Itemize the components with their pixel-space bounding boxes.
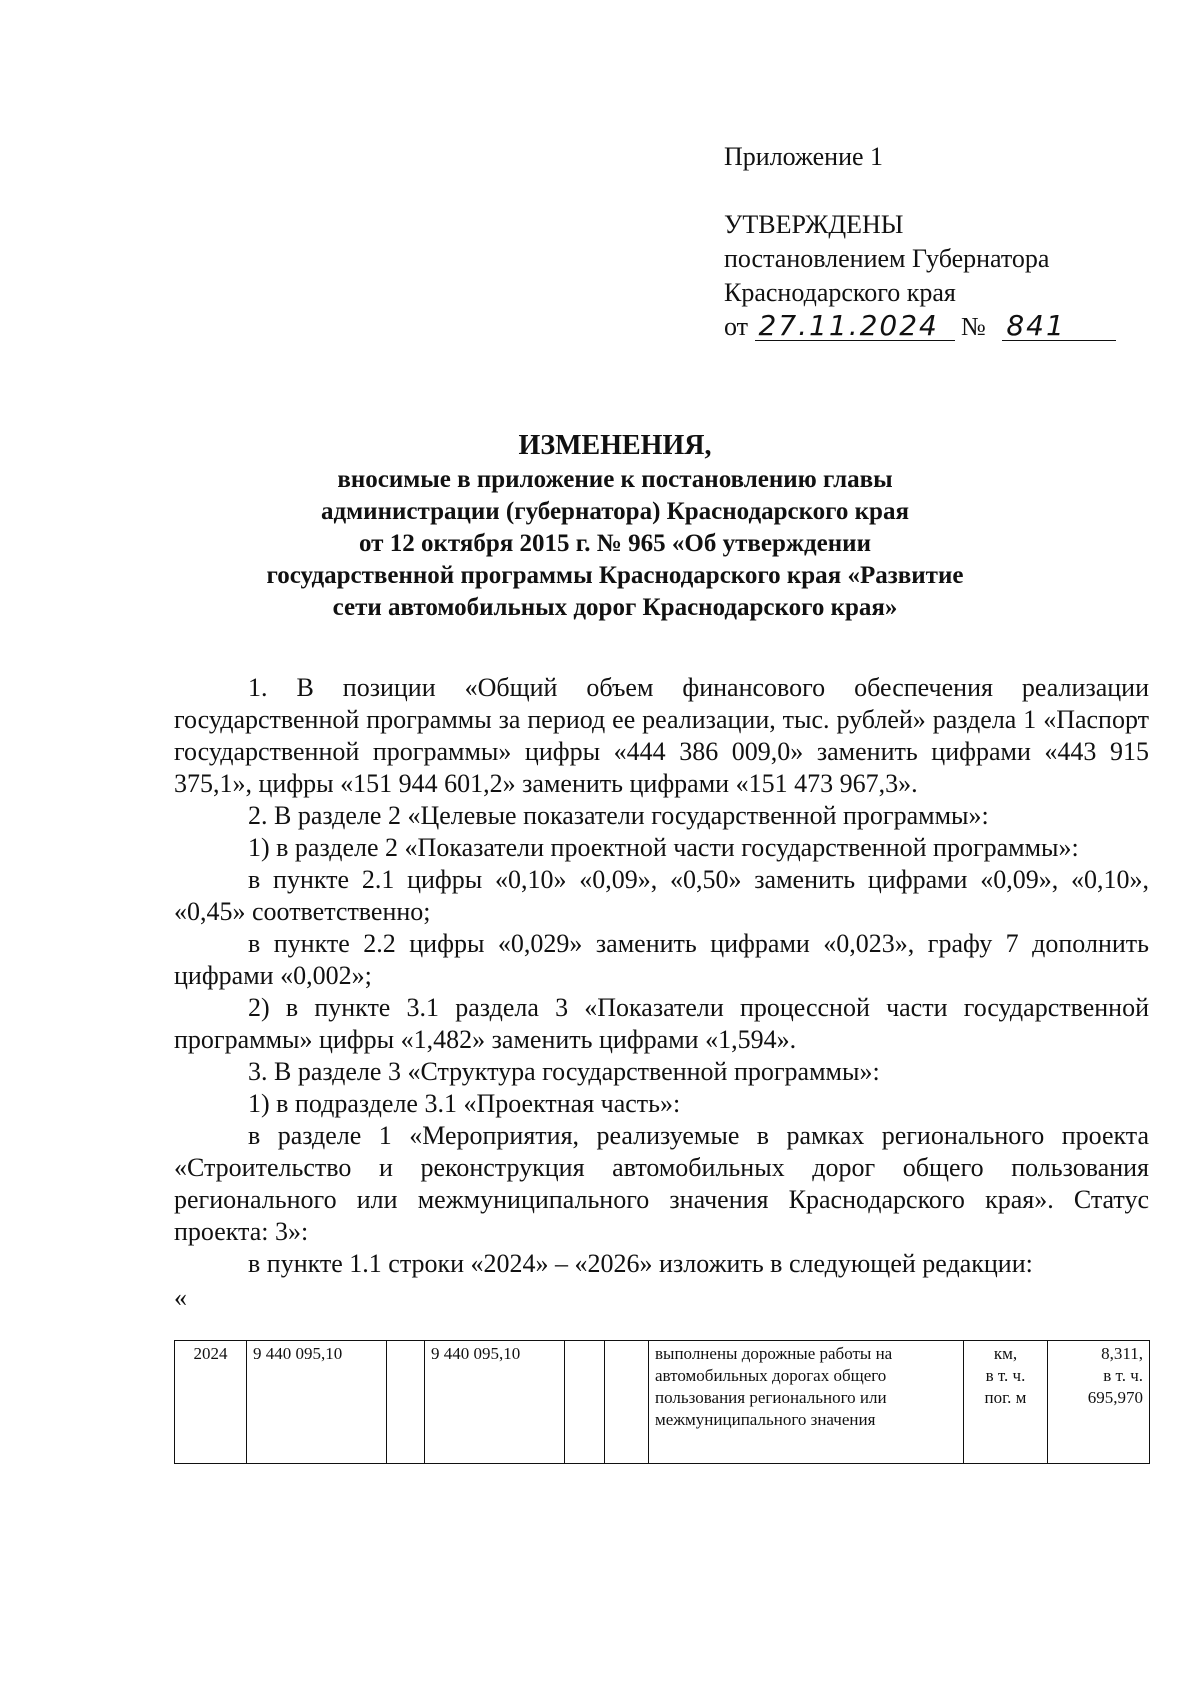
cell-unit [964, 1341, 1048, 1464]
from-label: от [724, 312, 749, 341]
paragraph-5: в пункте 2.2 цифры «0,029» заменить цифрами «0,023», графу 7 дополнить цифрами «0,002»; [174, 929, 1149, 990]
paragraph-10: в пункте 1.1 строки «2024» – «2026» изложить в следующей редакции: [248, 1249, 1033, 1278]
heading-line: сети автомобильных дорог Краснодарского края» [332, 594, 898, 621]
document-body [174, 672, 1149, 1314]
paragraph-1: 1. В позиции «Общий объем финансового обеспечения реализации государственной программы за период ее реализации, тыс. рублей» раздела 1 «Паспорт государственной программы» цифры «444 386 009,0» заменить цифрами «443 915 375,1», цифры «151 944 601,2» заменить цифрами «151 473 967,3». [174, 673, 1149, 798]
cell-empty [387, 1341, 425, 1464]
appendix-label: Приложение 1 [724, 142, 884, 171]
table-row [175, 1341, 1150, 1464]
cell-year: 2024 [175, 1341, 247, 1464]
cell-regional-funding: 9 440 095,10 [425, 1341, 565, 1464]
unit-line: км, [993, 1344, 1018, 1363]
paragraph-2: 2. В разделе 2 «Целевые показатели государственной программы»: [248, 801, 989, 830]
paragraph-8: 1) в подразделе 3.1 «Проектная часть»: [248, 1089, 681, 1118]
approved-label: УТВЕРЖДЕНЫ [724, 210, 904, 239]
unit-line: в т. ч. [985, 1366, 1026, 1385]
quote-open-mark: « [174, 1283, 187, 1312]
amendment-table [174, 1340, 1150, 1464]
heading-title: ИЗМЕНЕНИЯ, [518, 430, 712, 461]
approved-by-line-2: Краснодарского края [724, 278, 956, 307]
heading-line: от 12 октября 2015 г. № 965 «Об утверждении [359, 530, 871, 557]
heading-line: администрации (губернатора) Краснодарского края [321, 498, 909, 525]
paragraph-4: в пункте 2.1 цифры «0,10» «0,09», «0,50» заменить цифрами «0,09», «0,10», «0,45» соответственно; [174, 865, 1149, 926]
approved-by-line-1: постановлением Губернатора [724, 244, 1050, 273]
value-line: 695,970 [1087, 1388, 1143, 1407]
spacer [724, 174, 1116, 208]
heading-line: государственной программы Краснодарского края «Развитие [266, 562, 964, 589]
cell-result-description: выполнены дорожные работы на автомобильных дорогах общего пользования регионального или межмуниципального значения [649, 1341, 964, 1464]
approval-date: 27.11.2024 [755, 312, 955, 341]
unit-line: пог. м [984, 1388, 1027, 1407]
approval-block [724, 140, 1116, 344]
cell-empty [605, 1341, 649, 1464]
paragraph-7: 3. В разделе 3 «Структура государственной программы»: [248, 1057, 880, 1086]
cell-total-funding: 9 440 095,10 [247, 1341, 387, 1464]
document-heading [170, 428, 1060, 624]
cell-empty [565, 1341, 605, 1464]
paragraph-9: в разделе 1 «Мероприятия, реализуемые в рамках регионального проекта «Строительство и реконструкция автомобильных дорог общего пользования регионального или межмуниципального значения Краснодарского края». Статус проекта: 3»: [174, 1121, 1149, 1246]
heading-line: вносимые в приложение к постановлению главы [337, 466, 893, 493]
paragraph-6: 2) в пункте 3.1 раздела 3 «Показатели процессной части государственной программы» цифры «1,482» заменить цифрами «1,594». [174, 993, 1149, 1054]
approval-number: 841 [1002, 312, 1116, 341]
cell-value [1048, 1341, 1150, 1464]
value-line: в т. ч. [1103, 1366, 1143, 1385]
value-line: 8,311, [1101, 1344, 1143, 1363]
number-label: № [961, 312, 986, 341]
paragraph-3: 1) в разделе 2 «Показатели проектной части государственной программы»: [248, 833, 1079, 862]
approval-date-number-line [724, 310, 1116, 344]
